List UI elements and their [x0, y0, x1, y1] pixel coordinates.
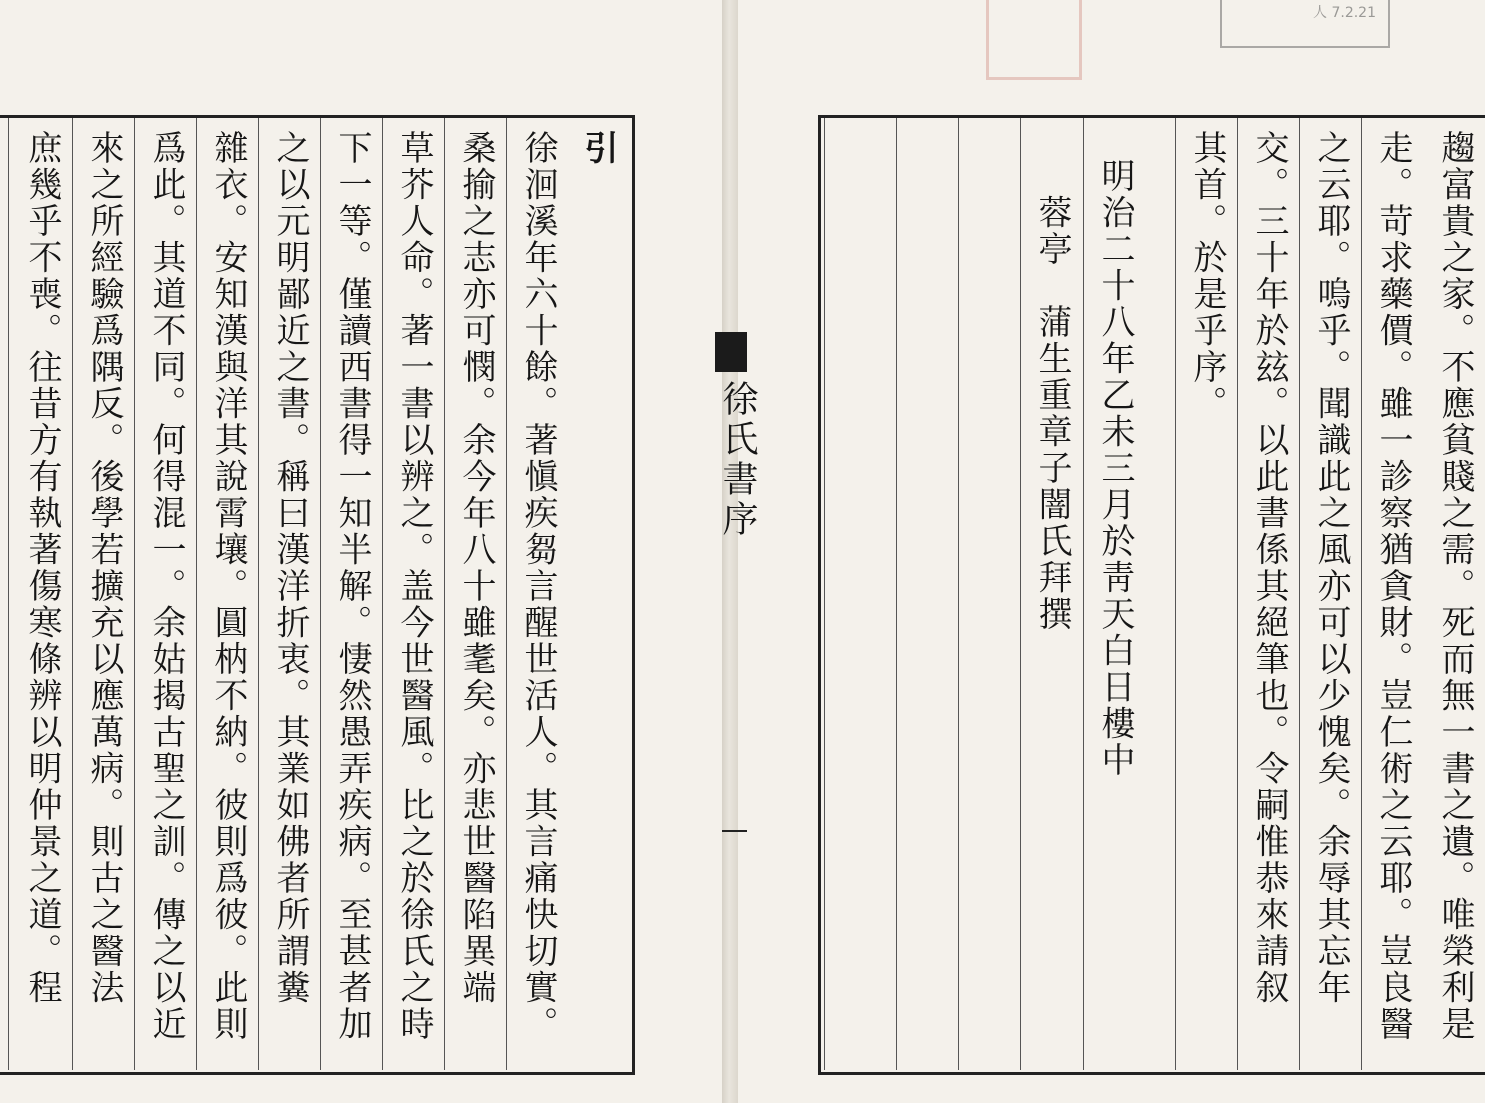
- left-text-column-3: 草芥人命。著一書以辨之。盖今世醫風。比之於徐氏之時: [382, 118, 444, 1070]
- left-text-column-4: 下一等。僅讀西書得一知半解。悽然愚弄疾病。至甚者加: [320, 118, 382, 1070]
- faint-seal-impression: [986, 0, 1082, 80]
- right-page: [738, 0, 1485, 1103]
- left-text-column-5: 之以元明鄙近之書。稱曰漢洋折衷。其業如佛者所謂糞: [258, 118, 320, 1070]
- empty-column-1: [958, 118, 1020, 1070]
- catalog-label-text: 人 7.2.21: [1313, 5, 1376, 21]
- left-text-column-9: 庶幾乎不喪。往昔方有執著傷寒條辨以明仲景之道。程: [8, 118, 72, 1070]
- left-text-column-1: 徐洄溪年六十餘。著愼疾芻言醒世活人。其言痛快切實。: [506, 118, 568, 1070]
- right-text-column-3: 之云耶。嗚乎。聞識此之風亦可以少愧矣。余辱其忘年: [1299, 118, 1361, 1070]
- left-page: [0, 0, 722, 1103]
- date-column: 明治二十八年乙未三月於靑天白日樓中: [1083, 118, 1145, 1070]
- right-text-column-4: 交。三十年於玆。以此書係其絕筆也。令嗣惟恭來請叙: [1237, 118, 1299, 1070]
- right-text-column-2: 走。苛求藥價。雖一診察猶貪財。豈仁術之云耶。豈良醫: [1361, 118, 1423, 1070]
- empty-column-2: [896, 118, 958, 1070]
- signature-column: 蓉亭 蒲生重章子闇氏拜撰: [1020, 118, 1082, 1070]
- fold-side-title: 徐氏書序: [717, 380, 758, 540]
- left-text-column-7: 爲此。其道不同。何得混一。余姑揭古聖之訓。傳之以近: [134, 118, 196, 1070]
- catalog-label-slip: [1220, 0, 1390, 48]
- book-gutter: [722, 0, 738, 1103]
- right-text-column-5: 其首。於是乎序。: [1175, 118, 1237, 1070]
- fold-title-block: [715, 332, 747, 372]
- left-text-column-6: 雜衣。安知漢與洋其說霄壤。圓枘不納。彼則爲彼。此則: [196, 118, 258, 1070]
- empty-column-3: [824, 118, 896, 1070]
- left-text-column-2: 桑揄之志亦可憫。余今年八十雖耄矣。亦悲世醫陷異端: [444, 118, 506, 1070]
- left-text-column-8: 來之所經驗爲隅反。後學若擴充以應萬病。則古之醫法: [72, 118, 134, 1070]
- heading-column: [568, 118, 628, 1070]
- preface-heading: 引: [578, 130, 618, 167]
- fold-rule-mark: [722, 830, 747, 832]
- right-text-column-1: 趨富貴之家。不應貧賤之需。死而無一書之遺。唯榮利是: [1435, 130, 1475, 1043]
